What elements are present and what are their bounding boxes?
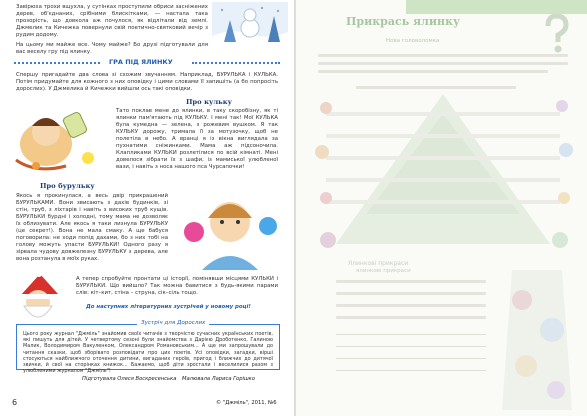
answer-line [336,358,486,359]
right-page-title: Прикрась ялинку [346,15,461,28]
child-with-light-illustration [6,100,102,180]
banner-label: ГРА ПІД ЯЛИНКУ [109,58,173,66]
adults-box-text: Цього року журнал "Джміль" знайомив своїх читачів з творчістю сучасних українських поетів, які пишуть для дітей. У четвертому сезоні були знайомства з Дарією Дроботенко, Галиною Малик, Володимиром Вакуленком, Олександром Романовським... А ще ми запрошували до читання сказки, щоб зборівато розповідати про цих поетів. Усі оповідки, загадки, вірші стосуються найближчого оточення дитини, вигаданих героїв, пригод і ближчих до дитячої звички, й свої на сторінках книжок... Бажаємо, щоб діти зростали і веселилися разом з улюбленими журналом "Джміль"! [23,331,273,375]
page-number: 6 [12,398,18,407]
faded-text-line [336,304,486,307]
right-section-title: Ялинкові прикраси [348,260,409,267]
right-section-subtitle: ялинкові прикраси [356,268,411,274]
story2-text: Якось я прокинулася, а весь двір прикрашений БУРУЛЬКАМИ. Вони звисають з дахів будинків, зі стін, труб, з ліхтарів і навіть з високих труб кущів. БУРУЛЬКИ бурдні і холодні, тому мама не дозволяє їх облизувати. Але якось я таки лизнула БУРУЛЬКУ (це секрет!). Вона не мала смаку. А ще бабуся поговорила: не ходи попід дахами, бо з них тобі на голову можуть упасти БУРУЛЬКИ! Одного разу я зірвала чудову довжелезну БУРУЛЬКУ з дерева, але вона розтанула в моїх руках. [16,193,168,262]
girl-illustration [172,186,282,270]
answer-line [336,346,486,347]
ornaments-illustration [492,270,582,410]
faded-text-line [318,62,568,65]
game-banner [14,58,280,68]
faded-text-line [336,280,486,283]
faded-text-line [356,86,516,89]
adults-box-title: Зустріч для Дорослих [137,320,209,326]
faded-text-line [336,316,486,319]
author-credit: Підготувала Олеся Воскресенська [82,376,177,382]
christmas-tree-illustration [306,94,580,254]
question-mark-icon [540,14,572,54]
instructions-paragraph: Спершу пригадайте два слова зі схожим звучанням. Наприклад, БУРУЛЬКА і КУЛЬКА. Потім придумайте для кожного з них оповідку і цими словами її запишіть (а бо попросіть дорослих). У Джмелика й Кичежки вийшли ось такі оповідки. [16,72,278,92]
answer-line [336,370,486,371]
intro-paragraph-2: На цьому ми майже все. Чому майже? Бо друзі підготували для вас веселу гру під ялинку. [16,42,208,55]
snowman-illustration [212,2,288,48]
story1-text: Тато поклав мене до ялинки, в таку скоробізну, як ті ялинки пам'ятають під КУЛЬКУ. І мені так! Мої КУЛЬКА була кумедна — зелена, з рожевим вушком. Я так КУЛЬКУ дорожу, тримала її за мотузочку, щоб не полетіла в небо. А вранці я із вікна виглядала за пухнатими сніжинками. Мама аж підсоночила. Клапликами КУЛЬКИ розлетілися по всій кімнаті. Мені довелося зібрати їх з шафи, із мамиської улюбленої вази, і навіть з носа нашого пса Чурсапочки! [116,108,278,170]
santa-illustration [10,270,68,322]
try-paragraph: А тепер спробуйте пронтати ці історії, помінявши місцями КУЛЬКИ і БУРУЛЬКИ. Що вийшло? Так можна бавитися з будь-якими парами слів: кіт–кит, стіна – струна, сік–сіль тощо. [76,276,278,296]
page-footer: © "Джміль", 2011, №6 [216,400,277,406]
adults-box [16,320,280,375]
right-page-subtitle: Нова головоломка [386,38,440,44]
illustrator-credit: Малювала Лариса Горішко [182,376,255,382]
answer-line [336,334,486,335]
intro-paragraph: Завірюха трохи вщухла, у сутінках проступили обриси засніжених дерев, об'єднаних, срібними блискітками, — настала така прозорість, що довкола аж почулося, як відлітали від землі. Джмелик та Кичежка повернули свій поетично-святковий вечір з рудим додому. [16,4,208,38]
right-page [296,0,587,416]
faded-text-line [318,70,548,73]
farewell-line: До наступних літературних зустрічей у новому році! [86,304,251,310]
faded-text-line [318,54,568,57]
right-header-bar [406,0,587,14]
story1-title: Про кульку [186,98,232,106]
story2-title: Про бурульку [40,182,95,190]
faded-text-line [336,292,486,295]
